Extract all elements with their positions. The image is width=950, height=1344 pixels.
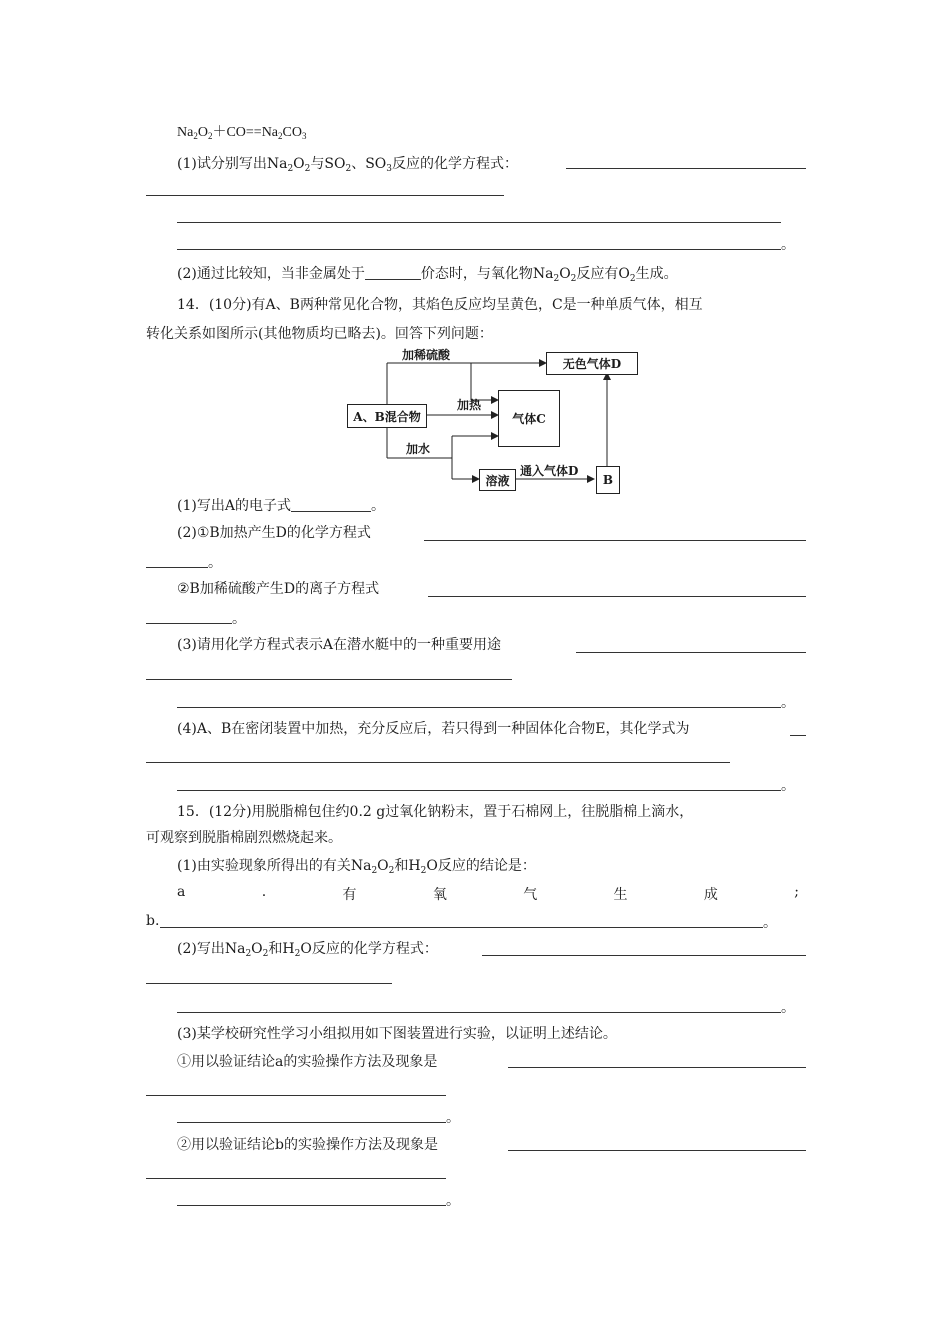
period: 。 — [446, 1193, 460, 1209]
q14-part4: (4)A、B在密闭装置中加热，充分反应后，若只得到一种固体化合物E，其化学式为 — [177, 721, 690, 737]
equation-na2o2-co: $Na_2O_2+CO==Na_2CO_3$ — [177, 125, 307, 141]
q15-line1: 15．(12分)用脱脂棉包住约0.2 g过氧化钠粉末，置于石棉网上，往脱脂棉上滴水， — [177, 804, 694, 820]
q14-line1: 14．(10分)有A、B两种常见化合物，其焰色反应均呈黄色，C是一种单质气体，相互 — [177, 297, 703, 313]
answer-blank[interactable] — [146, 623, 232, 624]
answer-blank[interactable] — [790, 735, 806, 736]
answer-blank[interactable] — [146, 1095, 446, 1096]
box-b: B — [596, 466, 620, 494]
answer-blank[interactable] — [365, 267, 421, 280]
q14-part2a: (2)①B加热产生D的化学方程式 — [177, 525, 371, 541]
label-dilute-acid: 加稀硫酸 — [402, 348, 451, 362]
answer-blank[interactable] — [177, 249, 781, 250]
box-gas-c: 气体C — [498, 390, 560, 447]
q13-part2-prompt: (2)通过比较知，当非金属处于 价态时，与氧化物$Na_2O_2$反应有$O_2$生成。 — [177, 266, 678, 284]
answer-blank[interactable] — [177, 222, 781, 223]
period: 。 — [781, 1000, 795, 1016]
answer-blank[interactable] — [177, 1122, 446, 1123]
answer-blank[interactable] — [424, 540, 806, 541]
answer-blank[interactable] — [177, 707, 781, 708]
answer-blank[interactable] — [146, 762, 730, 763]
label-pass-gas-d: 通入气体D — [520, 464, 579, 478]
answer-blank[interactable] — [177, 1012, 781, 1013]
q15-line2: 可观察到脱脂棉剧烈燃烧起来。 — [146, 830, 342, 846]
answer-blank[interactable] — [482, 955, 806, 956]
box-solution: 溶液 — [479, 469, 516, 491]
box-ab-mixture: A、B混合物 — [347, 404, 427, 428]
period: 。 — [208, 555, 222, 571]
answer-blank[interactable] — [146, 1178, 446, 1179]
q14-part2b: ②B加稀硫酸产生D的离子方程式 — [177, 581, 380, 597]
period: 。 — [781, 778, 795, 794]
answer-blank[interactable] — [291, 499, 371, 512]
answer-blank[interactable] — [576, 652, 806, 653]
q15-part2-prompt: (2)写出$Na_2O_2$和$H_2O$反应的化学方程式： — [177, 941, 438, 959]
q14-line2: 转化关系如图所示(其他物质均已略去)。回答下列问题： — [146, 326, 493, 342]
answer-blank[interactable] — [177, 790, 781, 791]
flow-diagram — [340, 348, 640, 498]
q15-part3a: ①用以验证结论a的实验操作方法及现象是 — [177, 1054, 438, 1070]
q15-part1-prompt: (1)由实验现象所得出的有关$Na_2O_2$和$H_2O$反应的结论是： — [177, 858, 536, 876]
q14-part1: (1)写出A的电子式 。 — [177, 498, 385, 514]
period: 。 — [781, 237, 795, 253]
box-gas-d: 无色气体D — [546, 352, 638, 375]
answer-blank[interactable] — [160, 927, 763, 928]
q14-part3: (3)请用化学方程式表示A在潜水艇中的一种重要用途 — [177, 637, 501, 653]
q15-part3: (3)某学校研究性学习小组拟用如下图装置进行实验，以证明上述结论。 — [177, 1026, 617, 1042]
conclusion-a: a . 有 氧 气 生 成 ; — [177, 884, 799, 903]
label-heat: 加热 — [457, 398, 482, 412]
period: 。 — [781, 695, 795, 711]
conclusion-b-label: b. — [146, 913, 160, 929]
answer-blank[interactable] — [146, 195, 504, 196]
answer-blank[interactable] — [508, 1067, 806, 1068]
period: 。 — [232, 611, 246, 627]
answer-blank[interactable] — [428, 596, 806, 597]
q13-part1-prompt: (1)试分别写出$Na_2O_2$与$SO_2$、$SO_3$反应的化学方程式： — [177, 156, 519, 174]
q15-part3b: ②用以验证结论b的实验操作方法及现象是 — [177, 1137, 438, 1153]
answer-blank[interactable] — [177, 1205, 446, 1206]
answer-blank[interactable] — [146, 983, 392, 984]
answer-blank[interactable] — [146, 567, 208, 568]
period: 。 — [763, 915, 777, 931]
period: 。 — [446, 1110, 460, 1126]
answer-blank[interactable] — [146, 679, 512, 680]
answer-blank[interactable] — [508, 1150, 806, 1151]
answer-blank[interactable] — [566, 168, 806, 169]
label-add-water: 加水 — [406, 442, 431, 456]
